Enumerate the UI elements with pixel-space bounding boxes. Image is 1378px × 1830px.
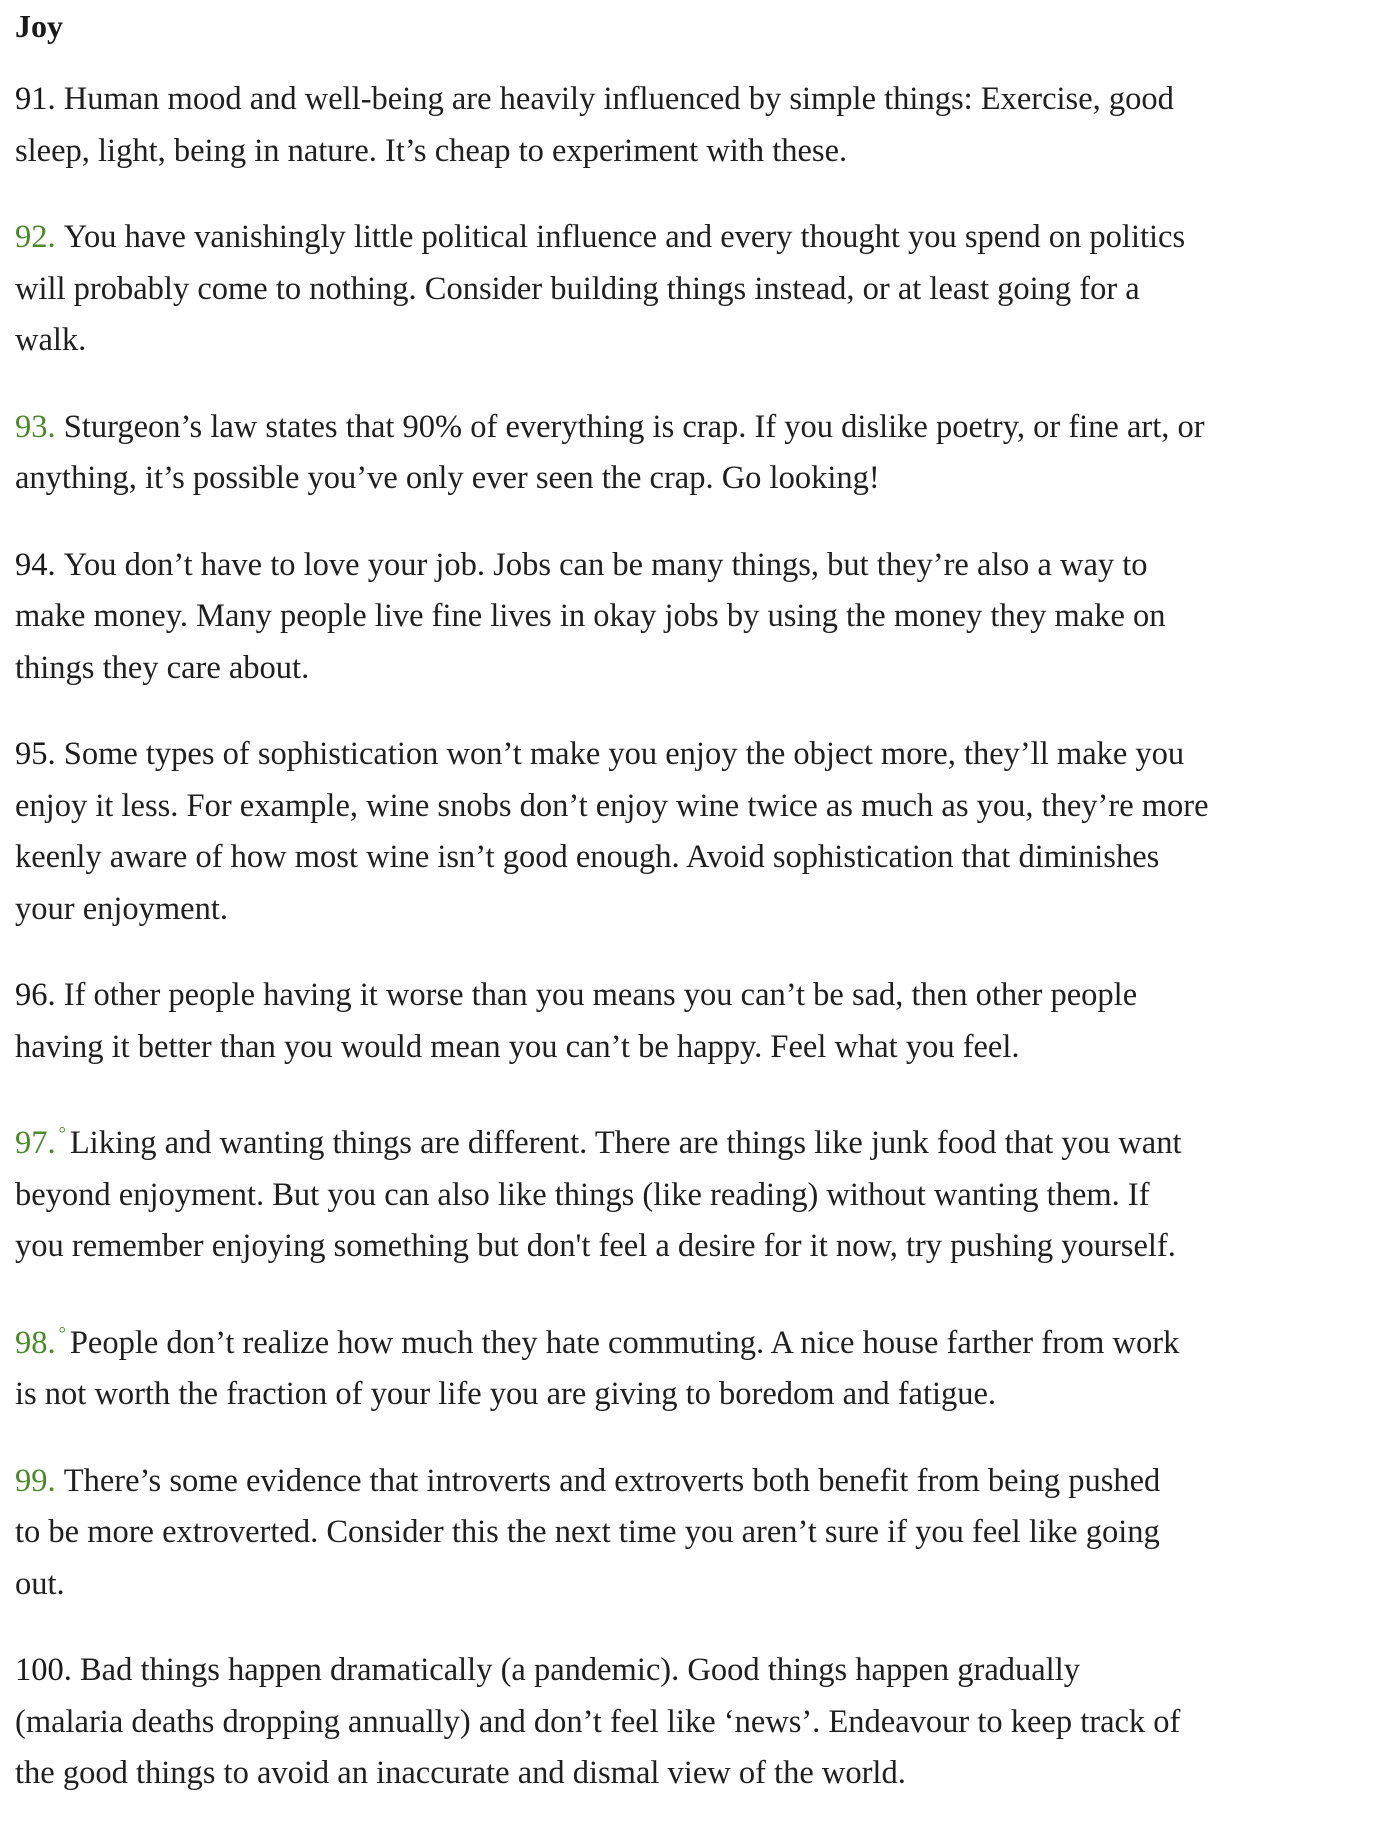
- list-item-96: [15, 970, 1370, 1073]
- item-number: 94.: [15, 546, 56, 583]
- list-item-94: [15, 540, 1370, 695]
- item-number-link[interactable]: 97.: [15, 1125, 56, 1161]
- list-item-91: [15, 74, 1370, 177]
- list-item-100: [15, 1645, 1370, 1800]
- item-text: Liking and wanting things are different. There are things like junk food that you want beyond enjoyment. But you can also like things (like reading) without wanting them. If you remember enjoying something but don't feel a desire for it now, try pushing yourself.: [15, 1125, 1182, 1264]
- item-text: Sturgeon’s law states that 90% of everything is crap. If you dislike poetry, or fine art, or anything, it’s possible you’ve only ever seen the crap. Go looking!: [15, 408, 1205, 496]
- item-number-link[interactable]: 92.: [15, 219, 56, 255]
- footnote-marker-icon[interactable]: °: [58, 1322, 66, 1343]
- list-item-93: [15, 402, 1370, 505]
- item-number: 96.: [15, 977, 56, 1013]
- section-heading: Joy: [15, 8, 63, 44]
- item-text: You have vanishingly little political influence and every thought you spend on politics will probably come to nothing. Consider building things instead, or at least going for a walk.: [15, 219, 1186, 358]
- item-text: People don’t realize how much they hate commuting. A nice house farther from work is not worth the fraction of your life you are giving to boredom and fatigue.: [15, 1324, 1180, 1412]
- item-text: Human mood and well-being are heavily influenced by simple things: Exercise, good sleep, light, being in nature. It’s cheap to experiment with these.: [15, 81, 1174, 169]
- list-item-92: [15, 212, 1370, 367]
- item-text: Some types of sophistication won’t make you enjoy the object more, they’ll make you enjoy it less. For example, wine snobs don’t enjoy wine twice as much as you, they’re more keenly aware of how most wine isn’t good enough. Avoid sophistication that diminishes your enjoyment.: [15, 736, 1209, 927]
- list-item-97: [15, 1108, 1370, 1273]
- item-text: If other people having it worse than you means you can’t be sad, then other people having it better than you would mean you can’t be happy. Feel what you feel.: [15, 977, 1138, 1065]
- item-text: You don’t have to love your job. Jobs can be many things, but they’re also a way to make money. Many people live fine lives in okay jobs by using the money they make on things they care about.: [15, 546, 1166, 686]
- list-item-95: [15, 729, 1370, 935]
- item-number: 91.: [15, 81, 56, 117]
- item-text: Bad things happen dramatically (a pandemic). Good things happen gradually (malaria deaths dropping annually) and don’t feel like ‘news’. Endeavour to keep track of the good things to avoid an inaccurate and dismal view of the world.: [15, 1652, 1181, 1791]
- item-number-link[interactable]: 93.: [15, 408, 56, 445]
- list-item-99: [15, 1456, 1370, 1611]
- footnote-marker-icon[interactable]: °: [58, 1123, 66, 1143]
- item-text: There’s some evidence that introverts and extroverts both benefit from being pushed to be more extroverted. Consider this the next time you aren’t sure if you feel like going out.: [15, 1462, 1161, 1602]
- item-number: 95.: [15, 736, 56, 772]
- list-item-98: [15, 1308, 1370, 1421]
- item-number-link[interactable]: 98.: [15, 1324, 56, 1361]
- item-number-link[interactable]: 99.: [15, 1462, 56, 1499]
- item-number: 100.: [15, 1652, 72, 1688]
